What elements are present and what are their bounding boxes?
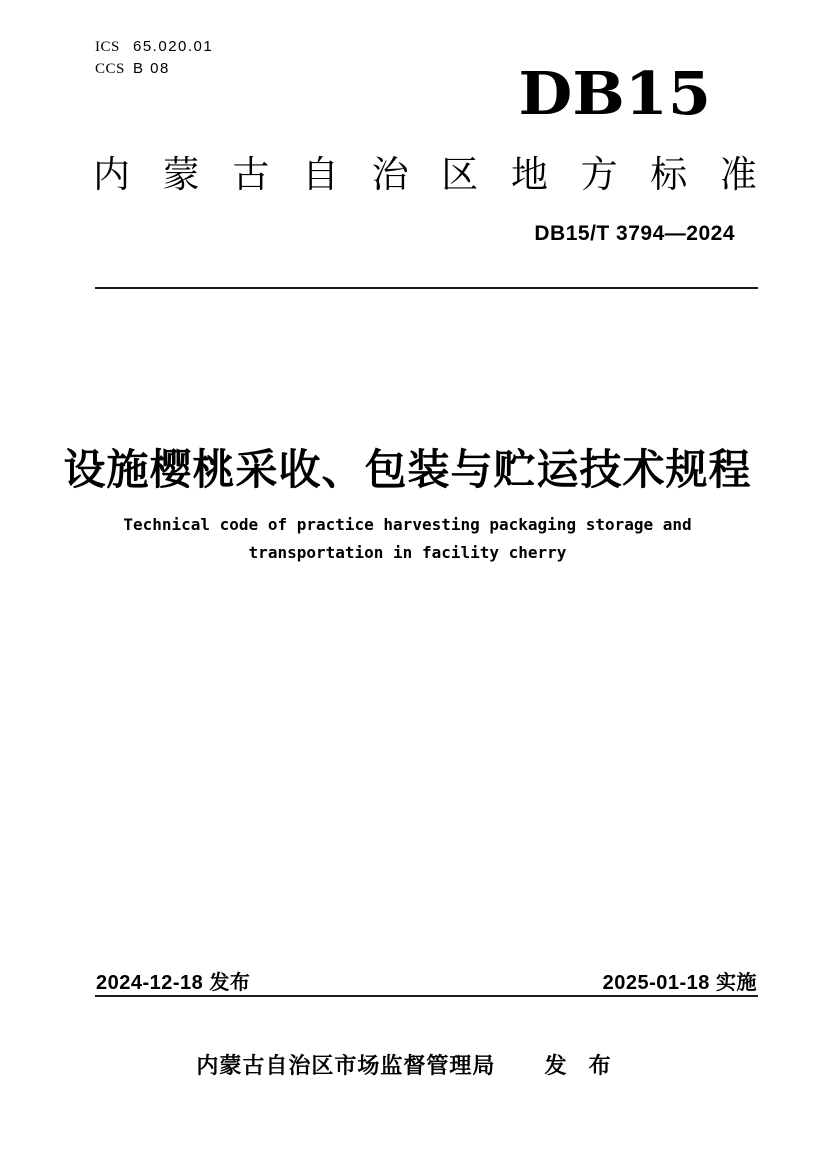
issue-date: 2024-12-18 发布 xyxy=(96,972,251,994)
dates-row xyxy=(96,966,757,995)
db15-logo: DB15 xyxy=(518,58,711,129)
standard-type-char: 标 xyxy=(650,154,688,195)
standard-type-char: 方 xyxy=(580,154,618,195)
classification-block xyxy=(95,36,213,80)
publisher-row xyxy=(0,1049,815,1080)
implement-date: 2025-01-18 实施 xyxy=(602,972,757,994)
document-title-english xyxy=(0,511,815,567)
ics-label: ICS xyxy=(95,39,120,55)
document-title-english-line2: transportation in facility cherry xyxy=(248,543,567,562)
standard-type-char: 自 xyxy=(301,154,339,195)
standard-type-char: 内 xyxy=(93,154,130,195)
header-divider-line xyxy=(95,287,758,289)
standard-type-char: 准 xyxy=(719,154,757,195)
document-title-english-line1: Technical code of practice harvesting packaging storage and xyxy=(123,515,692,534)
document-title-chinese: 设施樱桃采收、包装与贮运技术规程 xyxy=(63,446,752,493)
standard-type-char: 地 xyxy=(510,154,548,195)
ccs-label: CCS xyxy=(95,61,125,77)
ics-value: 65.020.01 xyxy=(133,38,214,55)
standard-type-char: 治 xyxy=(371,154,409,195)
ccs-value: B 08 xyxy=(133,60,170,77)
standard-type-heading xyxy=(93,155,757,196)
ccs-row xyxy=(95,58,213,80)
standard-type-char: 古 xyxy=(232,154,270,195)
standard-type-char: 蒙 xyxy=(162,154,200,195)
footer-divider-line xyxy=(95,995,758,997)
ics-row xyxy=(95,36,213,58)
standard-number: DB15/T 3794—2024 xyxy=(534,222,735,245)
publish-label: 发 布 xyxy=(544,1053,619,1078)
publisher-name: 内蒙古自治区市场监督管理局 xyxy=(196,1053,496,1078)
standard-type-char: 区 xyxy=(441,154,479,195)
